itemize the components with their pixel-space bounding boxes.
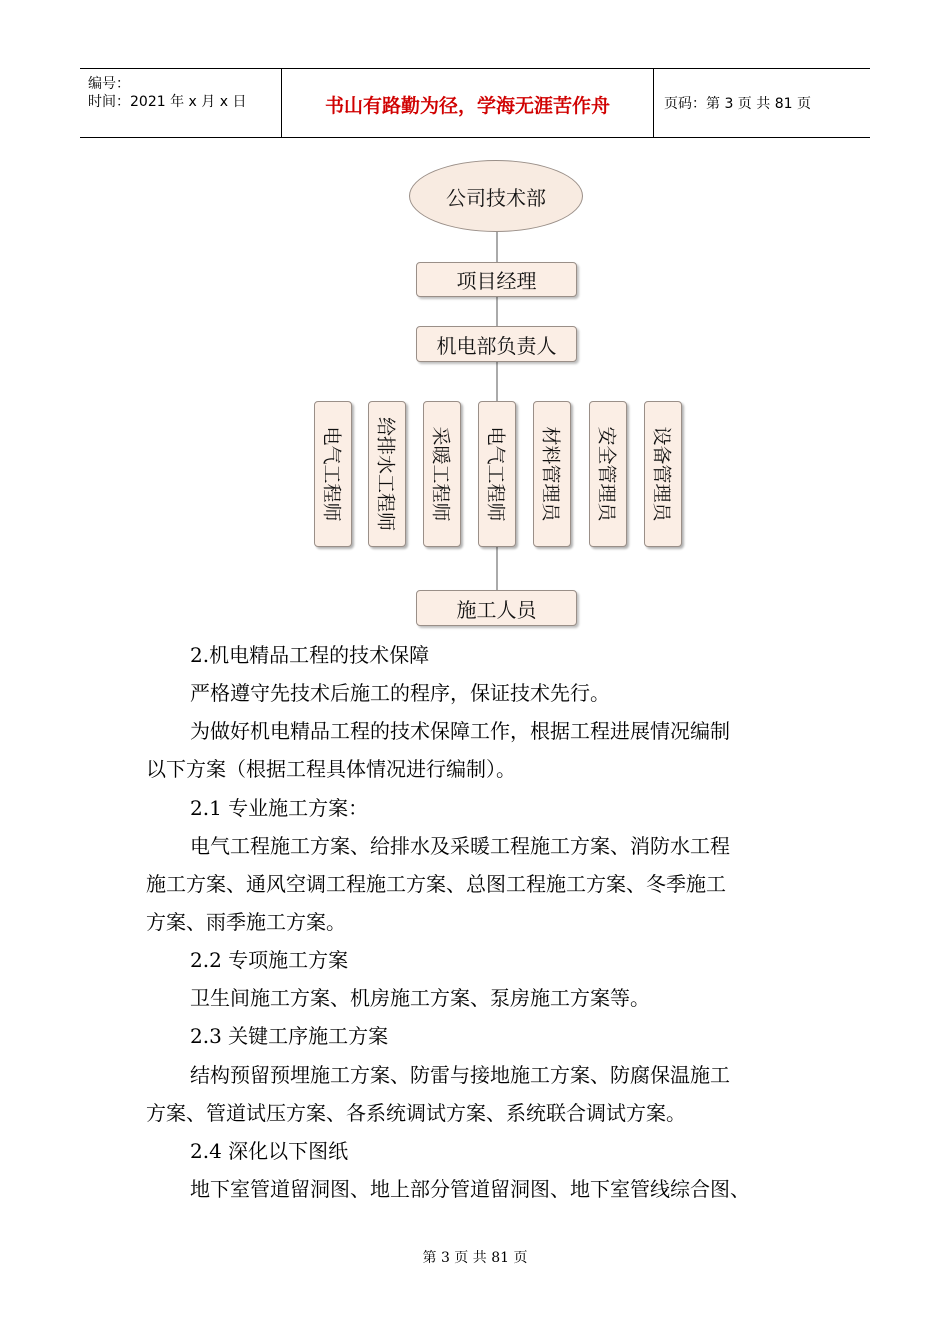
node-project-manager-label: 项目经理	[456, 269, 537, 293]
org-chart-connectors	[0, 0, 950, 640]
paragraph-4: 卫生间施工方案、机房施工方案、泵房施工方案等。	[190, 986, 650, 1010]
paragraph-1: 严格遵守先技术后施工的程序，保证技术先行。	[190, 681, 610, 705]
node-workers	[416, 590, 577, 626]
node-role-3-label: 采暖工程师	[429, 426, 452, 522]
node-role-7-label: 设备管理员	[650, 426, 673, 522]
node-role-2	[368, 401, 406, 547]
node-role-3	[423, 401, 461, 547]
node-mep-lead-label: 机电部负责人	[436, 333, 557, 358]
node-role-6	[589, 401, 627, 547]
motto: 书山有路勤为径，学海无涯苦作舟	[324, 95, 610, 117]
node-role-6-label: 安全管理员	[595, 426, 618, 522]
paragraph-3-line-1: 电气工程施工方案、给排水及采暖工程施工方案、消防水工程	[190, 834, 730, 858]
page-footer: 第 3 页 共 81 页	[422, 1250, 528, 1266]
node-workers-label: 施工人员	[456, 597, 537, 622]
node-project-manager	[416, 262, 577, 297]
node-role-1	[314, 401, 352, 547]
section-heading-2-4: 2.4 深化以下图纸	[190, 1139, 349, 1163]
number-label: 编号：	[88, 76, 130, 92]
node-role-5	[533, 401, 571, 547]
time-label: 时间：2021 年 x 月 x 日	[88, 94, 247, 110]
node-role-7	[644, 401, 682, 547]
paragraph-3-line-2: 施工方案、通风空调工程施工方案、总图工程施工方案、冬季施工	[146, 872, 726, 896]
section-heading-2-2: 2.2 专项施工方案	[190, 948, 349, 972]
node-mep-lead	[416, 326, 577, 362]
paragraph-5-line-2: 方案、管道试压方案、各系统调试方案、系统联合调试方案。	[146, 1101, 686, 1125]
node-role-2-label: 给排水工程师	[374, 416, 397, 532]
paragraph-2-line-1: 为做好机电精品工程的技术保障工作，根据工程进展情况编制	[190, 719, 730, 743]
node-tech-dept-label: 公司技术部	[446, 185, 546, 210]
section-heading-2-1: 2.1 专业施工方案：	[190, 796, 369, 820]
node-tech-dept	[409, 160, 583, 232]
paragraph-6: 地下室管道留洞图、地上部分管道留洞图、地下室管线综合图、	[190, 1177, 750, 1201]
section-heading-2-3: 2.3 关键工序施工方案	[190, 1024, 389, 1048]
paragraph-5-line-1: 结构预留预埋施工方案、防雷与接地施工方案、防腐保温施工	[190, 1063, 730, 1087]
node-role-4	[478, 401, 516, 547]
page-info: 页码：第 3 页 共 81 页	[664, 96, 811, 112]
paragraph-3-line-3: 方案、雨季施工方案。	[146, 910, 346, 934]
section-heading-2: 2.机电精品工程的技术保障	[190, 643, 430, 667]
paragraph-2-line-2: 以下方案（根据工程具体情况进行编制）。	[146, 757, 516, 781]
org-chart	[0, 0, 950, 640]
node-role-4-label: 电气工程师	[484, 426, 507, 522]
node-role-5-label: 材料管理员	[539, 426, 562, 522]
node-role-1-label: 电气工程师	[320, 426, 343, 522]
